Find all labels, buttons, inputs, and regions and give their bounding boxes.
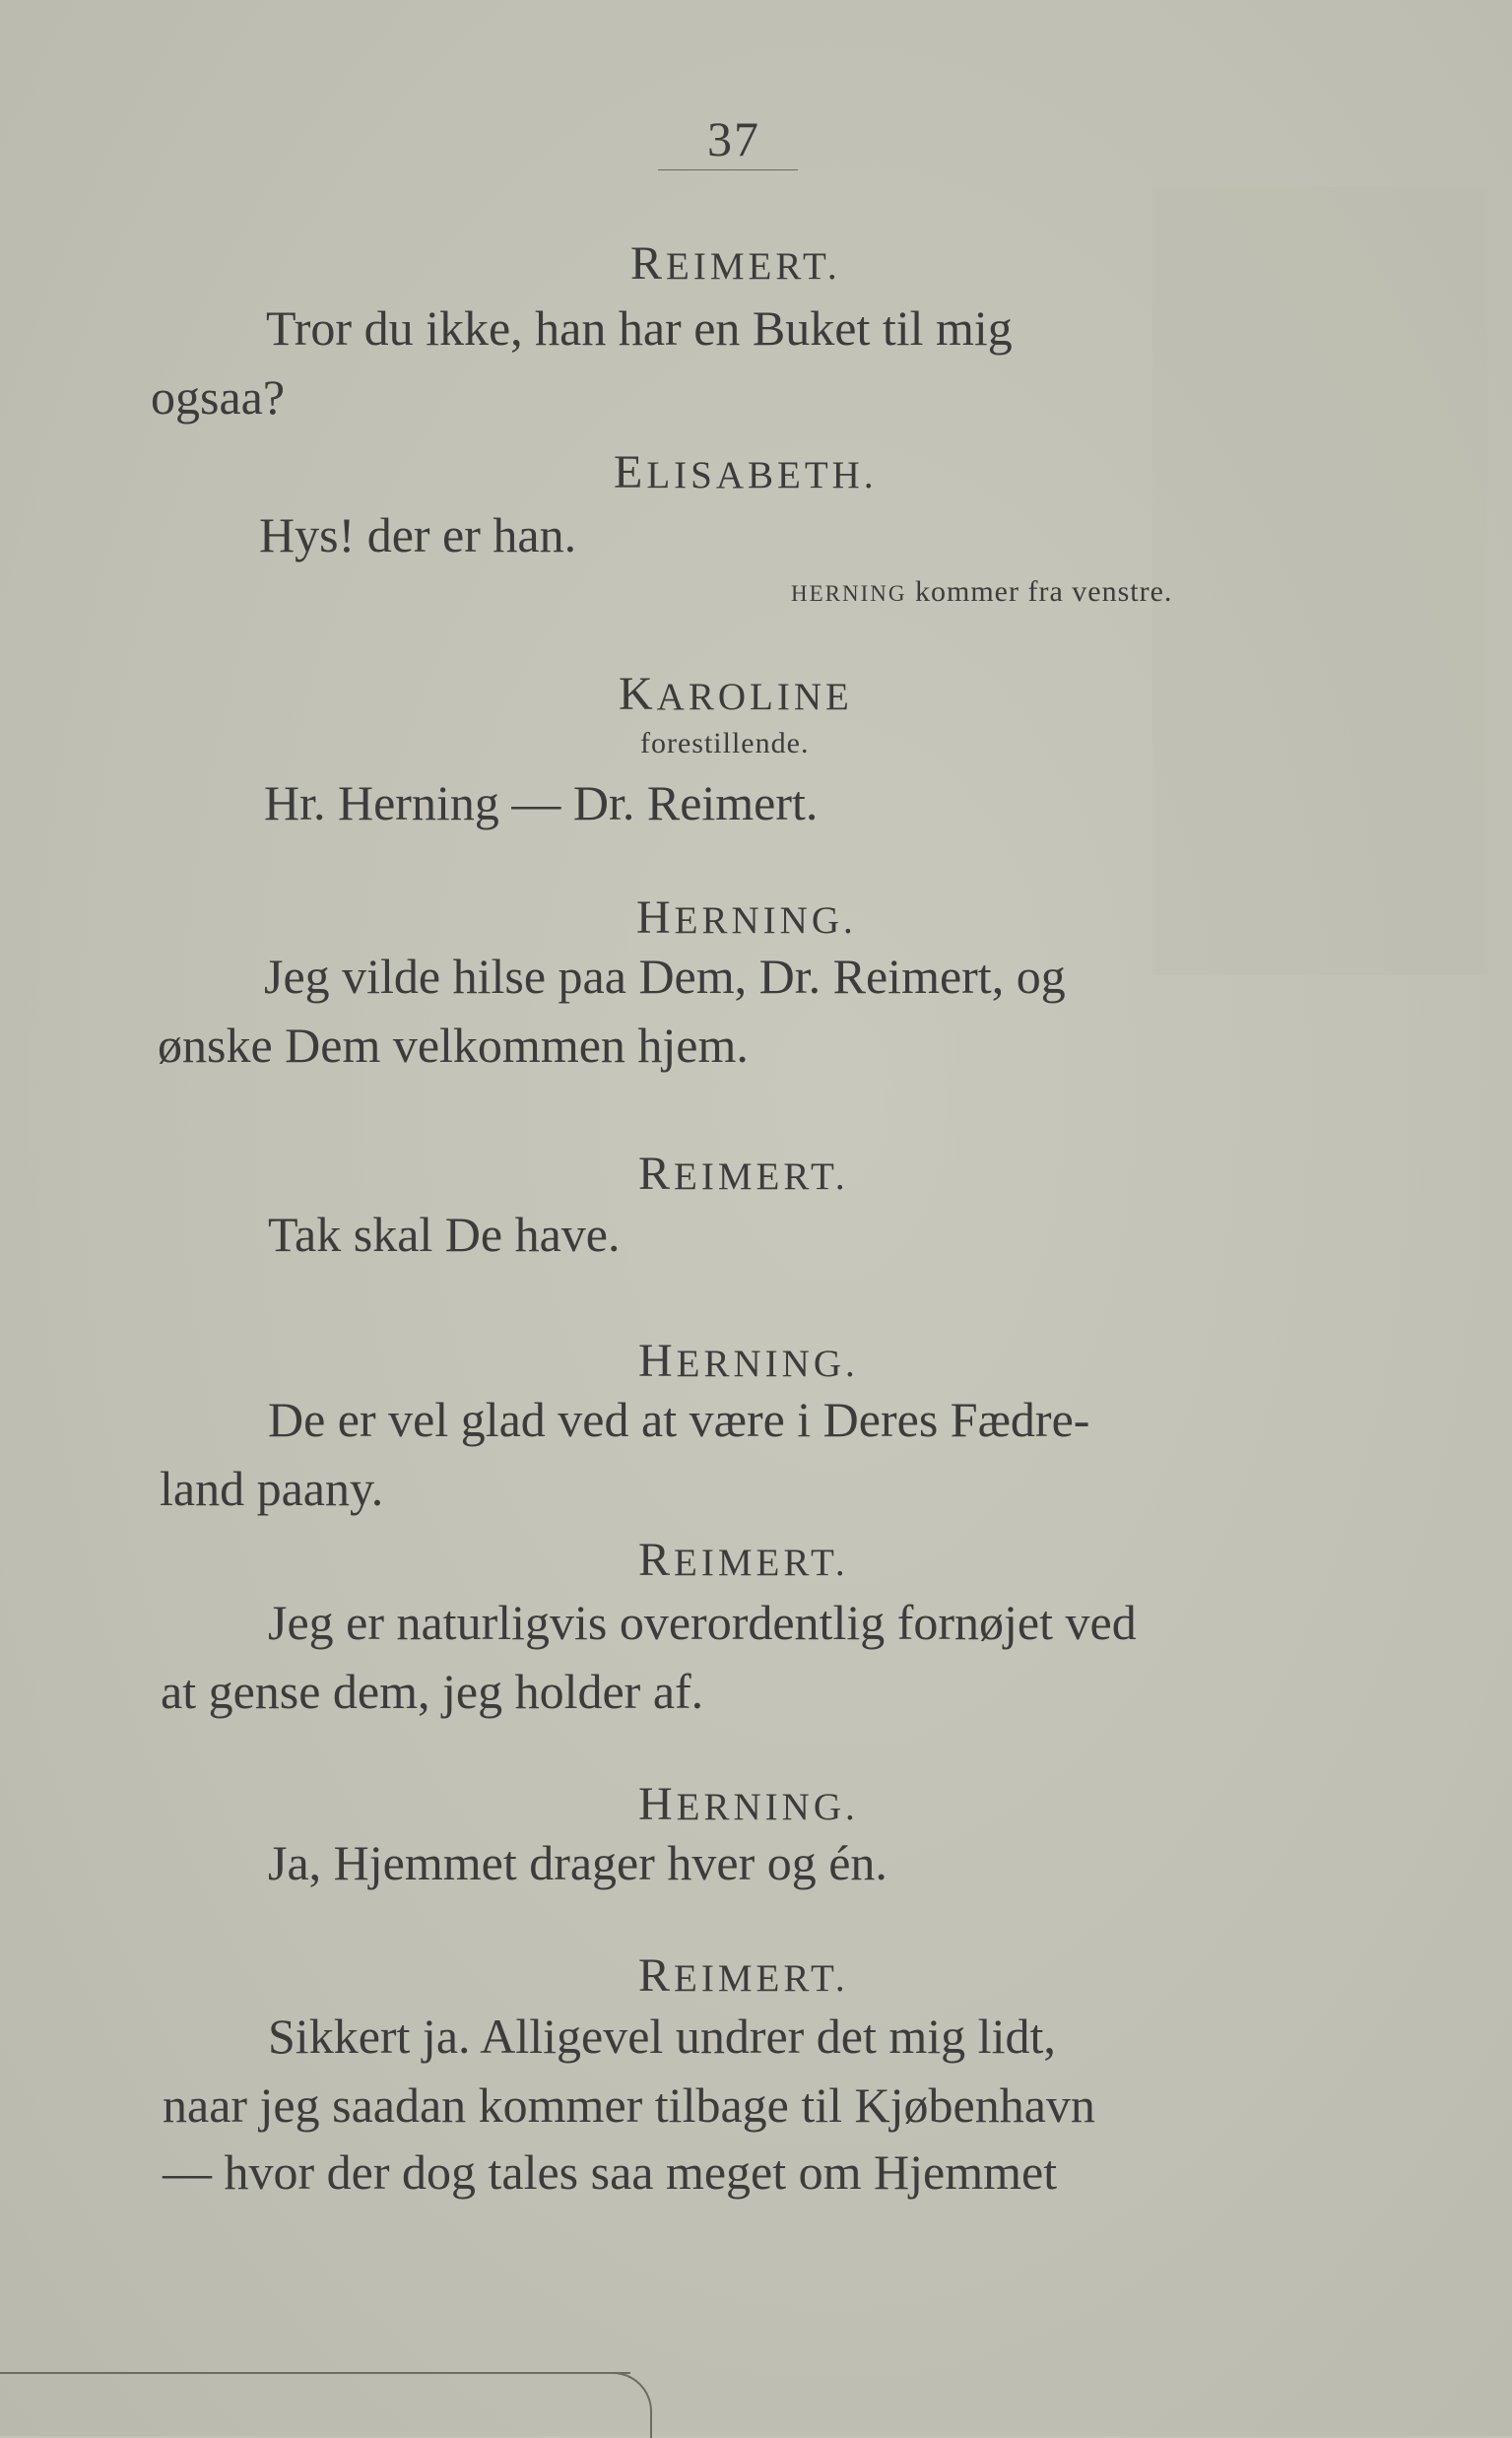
dialogue-line: De er vel glad ved at være i Deres Fædre- [268, 1392, 1090, 1447]
stage-direction-name: HERNING [791, 581, 907, 606]
dialogue-line: land paany. [160, 1461, 384, 1516]
dialogue-line: Ja, Hjemmet drager hver og én. [268, 1835, 887, 1890]
speaker-name: REIMERT. [638, 1148, 849, 1200]
page-number: 37 [707, 111, 760, 166]
bottom-edge-line [0, 2372, 630, 2374]
dialogue-line: Jeg vilde hilse paa Dem, Dr. Reimert, og [264, 949, 1066, 1004]
page-number-rule [658, 169, 798, 170]
dialogue-line: ogsaa? [151, 369, 286, 425]
dialogue-line: at gense dem, jeg holder af. [161, 1664, 704, 1719]
speaker-name: REIMERT. [638, 1534, 849, 1586]
stage-direction: forestillende. [640, 727, 810, 759]
speaker-name: HERNING. [638, 1335, 859, 1387]
speaker-name: REIMERT. [630, 237, 841, 290]
stage-direction [791, 577, 1172, 607]
dialogue-line: Hr. Herning — Dr. Reimert. [264, 775, 819, 830]
speaker-name: REIMERT. [638, 1949, 849, 2002]
dialogue-line: naar jeg saadan kommer tilbage til Kjøbenhavn [163, 2077, 1095, 2133]
speaker-name: HERNING. [638, 1778, 859, 1830]
stage-direction-text: kommer fra venstre. [915, 575, 1173, 608]
dialogue-line: Hys! der er han. [259, 507, 577, 562]
speaker-name: HERNING. [636, 891, 857, 944]
speaker-name: KAROLINE [619, 668, 853, 720]
dialogue-line: Jeg er naturligvis overordentlig fornøjet ved [268, 1595, 1137, 1650]
speaker-name: ELISABETH. [614, 446, 878, 498]
dialogue-line: Tak skal De have. [268, 1207, 621, 1262]
dialogue-line: — hvor der dog tales saa meget om Hjemmet [163, 2144, 1058, 2200]
dialogue-line: Sikkert ja. Alligevel undrer det mig lidt, [268, 2009, 1056, 2064]
dialogue-line [266, 300, 1318, 356]
bottom-edge-curve [591, 2372, 652, 2438]
dialogue-text: Tror du ikke, han har en Buket til mig [266, 300, 1013, 356]
dialogue-line: ønske Dem velkommen hjem. [158, 1018, 749, 1073]
